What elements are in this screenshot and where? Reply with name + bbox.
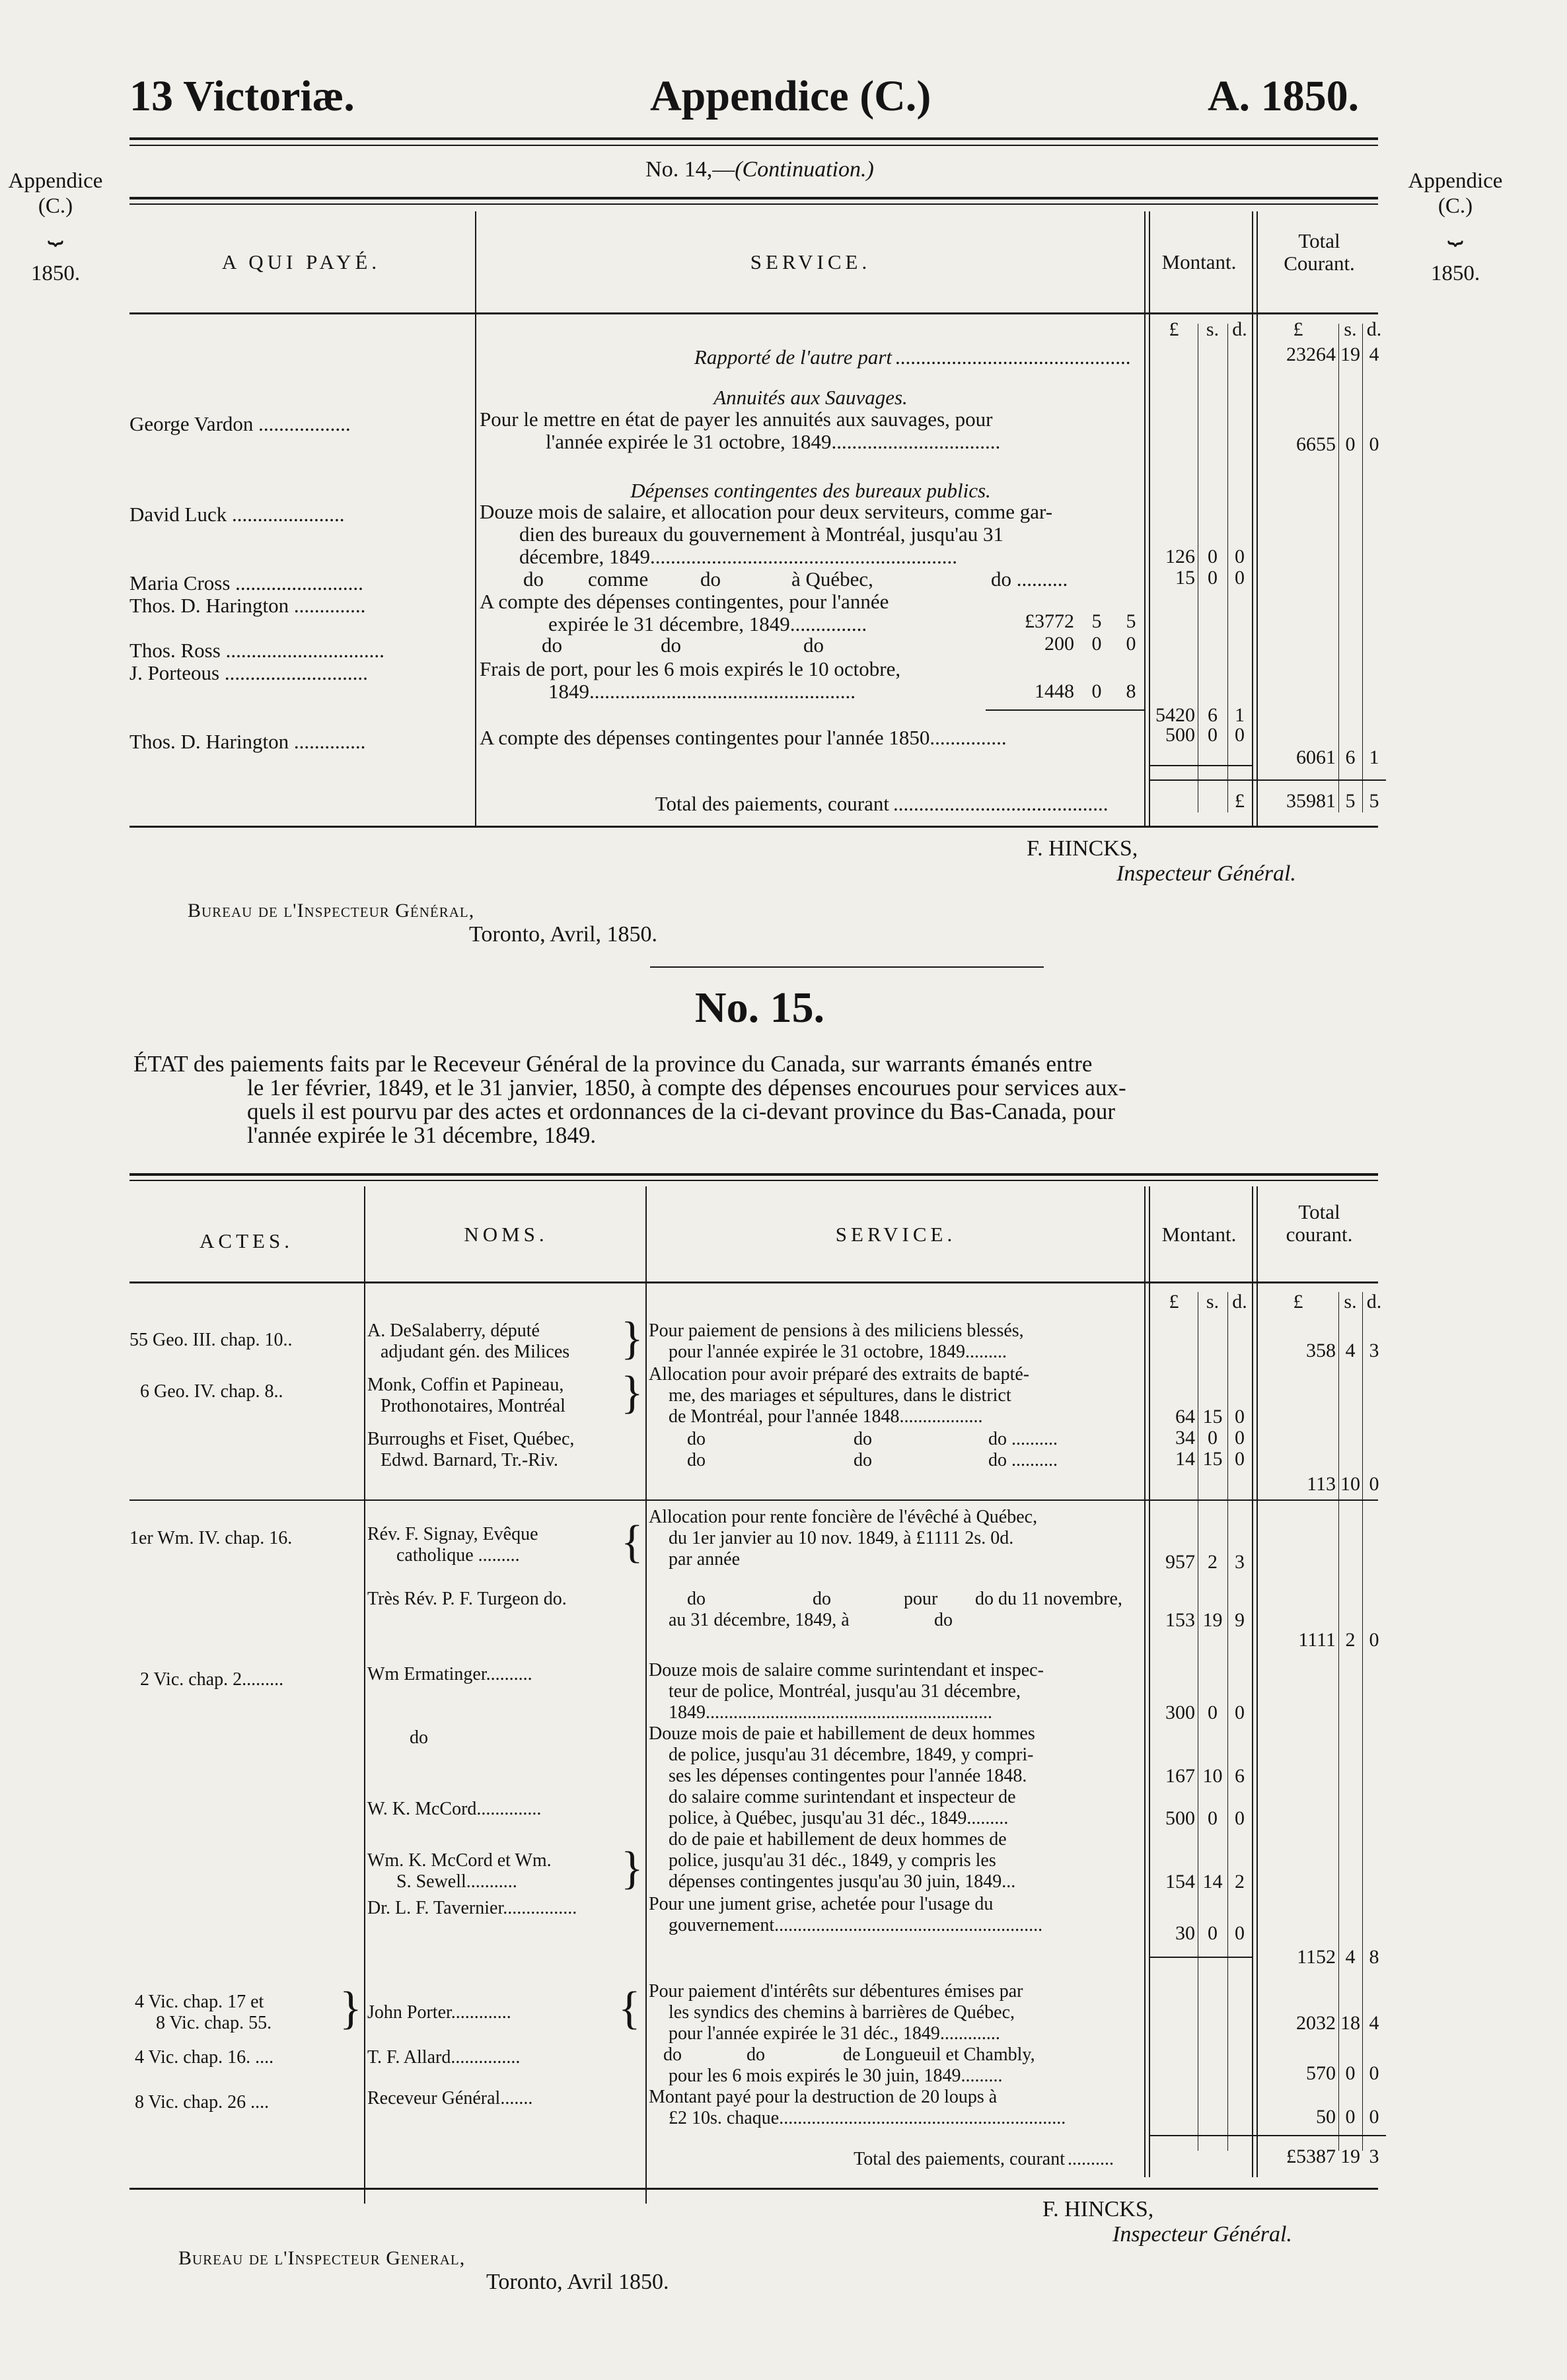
t15-r5-s3: par année: [669, 1549, 741, 1569]
t15-r4-sc: do ..........: [988, 1450, 1058, 1470]
t15-col-noms: NOMS.: [464, 1223, 548, 1246]
t15-r3-sa: do: [687, 1429, 706, 1449]
t15-r3-d: 0: [1235, 1427, 1245, 1449]
t15-r3-sb: do: [854, 1429, 872, 1449]
t14-luck-d: 0: [1235, 546, 1245, 567]
t14-col-montant: Montant.: [1161, 250, 1237, 273]
t14-v1: [475, 211, 476, 827]
margin-right-c: (C.): [1438, 194, 1473, 218]
t15-v1: [364, 1186, 365, 2204]
sign1-bureau: Bureau de l'Inspecteur Général,: [188, 900, 475, 921]
t14-har1-name: Thos. D. Harington ..............: [129, 594, 366, 617]
t14-top-rule-thin: [129, 203, 1378, 205]
sign2-place: Toronto, Avril 1850.: [486, 2270, 669, 2294]
t14-luck-l2: dien des bureaux du gouvernement à Montréal, jusqu'au 31: [519, 523, 1004, 546]
t15-sub-rule: [1150, 1957, 1252, 1958]
t14-grand-dots: ..........................................: [893, 793, 1109, 815]
t15-r11-td: 8: [1369, 1946, 1379, 1968]
t14-vardon-l2: l'année expirée le 31 octobre, 1849.................................: [546, 430, 1001, 453]
t15-r5-l: 957: [1165, 1551, 1195, 1573]
t15-r2-brace: }: [621, 1367, 643, 1418]
t15-r5-s2: du 1er janvier au 10 nov. 1849, à £1111 2s. 0d.: [669, 1528, 1014, 1548]
t15-r4-td: 0: [1369, 1473, 1379, 1495]
t15-r12-acte2: 8 Vic. chap. 55.: [156, 2013, 272, 2033]
t15-r2-acte: 6 Geo. IV. chap. 8..: [140, 1381, 283, 1402]
t15-r2-s3: de Montréal, pour l'année 1848..................: [669, 1406, 983, 1427]
header-right: A. 1850.: [1208, 72, 1360, 120]
t15-col-montant: Montant.: [1161, 1223, 1237, 1246]
t14-har1-sd: 5: [1126, 610, 1136, 632]
t15-r10-s: 14: [1202, 1871, 1223, 1893]
t15-r12-tl: 2032: [1296, 2012, 1336, 2034]
t15-r13-a: do: [663, 2044, 682, 2065]
t15-head-rule: [129, 1281, 1378, 1283]
t14-porteous-sl: 1448: [1035, 680, 1074, 702]
t14-vardon-l1: Pour le mettre en état de payer les annuités aux sauvages, pour: [480, 408, 993, 431]
t14-luck-name: David Luck ......................: [129, 503, 345, 526]
margin-left-year: 1850.: [30, 262, 81, 285]
t15-r10-brace: }: [621, 1843, 643, 1894]
t15-col-total: Total courant.: [1286, 1200, 1353, 1246]
t15-r8-nom: do: [410, 1727, 428, 1748]
no15-desc-3: quels il est pourvu par des actes et ordonnances de la ci-devant province du Bas-Canada, pour: [247, 1099, 1116, 1124]
t15-r12-brace-a: }: [340, 1983, 362, 2034]
t15-r3-s: 0: [1208, 1427, 1218, 1449]
t14-har1-ss: 5: [1091, 610, 1102, 632]
header-center: Appendice (C.): [650, 72, 931, 120]
t15-r5-nom1: Rév. F. Signay, Evêque: [367, 1524, 538, 1544]
t15-r7-s: 0: [1208, 1702, 1218, 1723]
t15-r8-s1: Douze mois de paie et habillement de deux hommes: [649, 1723, 1035, 1744]
sign1-title: Inspecteur Général.: [1116, 861, 1296, 886]
t15-bottom-rule: [129, 2188, 1378, 2190]
t14-ross-c: do: [803, 633, 824, 657]
t14-cross-s: 0: [1208, 567, 1218, 589]
t14-har2-d: 0: [1235, 724, 1245, 746]
t14-har2-name: Thos. D. Harington ..............: [129, 730, 366, 753]
t15-r4-sa: do: [687, 1450, 706, 1470]
t14-sec2-d: 1: [1369, 746, 1379, 768]
margin-left-brace: ⏟: [48, 215, 63, 244]
t15-r6-c: pour: [904, 1589, 938, 1609]
sign2-title: Inspecteur Général.: [1112, 2222, 1292, 2247]
no15-desc-4: l'année expirée le 31 décembre, 1849.: [247, 1122, 597, 1148]
t14-ross-ss: 0: [1091, 633, 1102, 655]
t15-r12-s3: pour l'année expirée le 31 déc., 1849.............: [669, 2023, 1000, 2044]
sign2-name: F. HINCKS,: [1042, 2197, 1154, 2221]
t15-r4-s: 15: [1202, 1448, 1223, 1470]
t15-r2-nom2: Prothonotaires, Montréal: [381, 1396, 565, 1416]
header-rule: [129, 137, 1378, 140]
t14-cur-l2: £: [1293, 318, 1303, 340]
t15-r1-ts: 4: [1345, 1340, 1356, 1361]
t14-har2-l: 500: [1165, 724, 1195, 746]
t15-r3-sc: do ..........: [988, 1429, 1058, 1449]
t14-carried-dots: ..............................................: [895, 346, 1131, 369]
t15-r9-l: 500: [1165, 1807, 1195, 1829]
t15-r12-acte1: 4 Vic. chap. 17 et: [135, 1992, 264, 2012]
t15-r3-nom: Burroughs et Fiset, Québec,: [367, 1429, 575, 1449]
t15-r13-td: 0: [1369, 2062, 1379, 2084]
t14-porteous-name: J. Porteous ............................: [129, 661, 368, 684]
t14-cross-b: comme: [588, 567, 649, 591]
t15-r12-s2: les syndics des chemins à barrières de Québec,: [669, 2002, 1015, 2023]
t14-ross-sd: 0: [1126, 633, 1136, 655]
t15-r7-d: 0: [1235, 1702, 1245, 1723]
margin-right-brace: ⏟: [1447, 215, 1463, 244]
t15-r14-nom: Receveur Général.......: [367, 2088, 533, 2109]
t14-vardon-d: 0: [1369, 433, 1379, 455]
t15-r1-nom2: adjudant gén. des Milices: [381, 1342, 570, 1362]
margin-left-c: (C.): [38, 194, 73, 218]
t15-grand-d: 3: [1369, 2146, 1379, 2167]
t15-r1-s2: pour l'année expirée le 31 octobre, 1849.........: [669, 1342, 1007, 1362]
t14-cross-c: do: [700, 567, 721, 591]
t15-grand-label: Total des paiements, courant: [854, 2149, 1065, 2169]
t15-r6-l: 153: [1165, 1609, 1195, 1631]
t15-r2-d: 0: [1235, 1406, 1245, 1427]
t15-r12-brace-b: {: [618, 1983, 641, 2034]
header-left: 13 Victoriæ.: [129, 72, 355, 120]
t14-sum-d: 1: [1235, 704, 1245, 726]
t14-luck-l3: décembre, 1849............................................................: [519, 545, 957, 568]
t15-r8-s3: ses les dépenses contingentes pour l'année 1848.: [669, 1766, 1027, 1786]
t15-grand-l: £5387: [1286, 2146, 1336, 2167]
t15-r14-s1: Montant payé pour la destruction de 20 loups à: [649, 2087, 998, 2107]
t15-r7-s1: Douze mois de salaire comme surintendant et inspec-: [649, 1660, 1044, 1680]
t14-porteous-sd: 8: [1126, 680, 1136, 702]
margin-right-appendice: Appendice: [1408, 169, 1503, 193]
t15-r14-s2: £2 10s. chaque..............................................................: [669, 2108, 1066, 2128]
t14-vardon-l: 6655: [1296, 433, 1336, 455]
t15-r13-s2: pour les 6 mois expirés le 30 juin, 1849.........: [669, 2066, 1003, 2086]
t14-luck-s: 0: [1208, 546, 1218, 567]
t15-r1-brace: }: [621, 1313, 643, 1364]
t14-grand-d: 5: [1369, 790, 1379, 812]
t15-r11-tl: 1152: [1297, 1946, 1336, 1968]
t14-carried-s: 19: [1340, 343, 1360, 365]
t15-r6-nom: Très Rév. P. F. Turgeon do.: [367, 1589, 567, 1609]
t15-r10-nom2: S. Sewell...........: [396, 1871, 517, 1892]
t14-cur-l: £: [1169, 318, 1179, 340]
t14-sub-rule: [986, 709, 1144, 711]
t15-r13-nom: T. F. Allard...............: [367, 2047, 521, 2068]
t15-r2-s1: Allocation pour avoir préparé des extraits de bapté-: [649, 1364, 1030, 1385]
t15-r8-d: 6: [1235, 1765, 1245, 1787]
t15-r11-l: 30: [1175, 1922, 1195, 1944]
t15-row-rule-1: [129, 1499, 1378, 1501]
t14-v7: [1362, 324, 1363, 812]
t14-luck-l1: Douze mois de salaire, et allocation pour deux serviteurs, comme gar-: [480, 500, 1053, 523]
t15-r12-td: 4: [1369, 2012, 1379, 2034]
t15-r5-nom2: catholique .........: [396, 1545, 520, 1566]
t15-r1-s1: Pour paiement de pensions à des miliciens blessés,: [649, 1320, 1024, 1341]
margin-right-year: 1850.: [1430, 262, 1480, 285]
t14-grand-l: 35981: [1286, 790, 1336, 812]
t15-r5-s1: Allocation pour rente foncière de l'évêché à Québec,: [649, 1507, 1038, 1527]
t14-cross-e: do ..........: [991, 567, 1068, 591]
header-rule-thin: [129, 145, 1378, 146]
t15-r4-sb: do: [854, 1450, 872, 1470]
t15-col-service: SERVICE.: [835, 1223, 957, 1246]
t14-ross-a: do: [542, 633, 562, 657]
t15-r6-d: do du 11 novembre,: [975, 1589, 1122, 1609]
t15-r1-acte: 55 Geo. III. chap. 10..: [129, 1330, 293, 1350]
t15-r7-l: 300: [1165, 1702, 1195, 1723]
t14-porteous-l2: 1849....................................................: [548, 680, 856, 703]
t15-r14-td: 0: [1369, 2106, 1379, 2128]
t15-r7-acte: 2 Vic. chap. 2.........: [140, 1669, 284, 1690]
t14-v5a: [1252, 211, 1253, 827]
t15-r5-d: 3: [1235, 1551, 1245, 1573]
t15-v6a: [1252, 1186, 1253, 2177]
t15-cur-l2: £: [1293, 1291, 1303, 1313]
t15-total-rule: [1150, 2135, 1386, 2136]
t15-r6-b: do: [813, 1589, 831, 1609]
t15-r4-nom: Edwd. Barnard, Tr.-Riv.: [381, 1450, 558, 1470]
t15-r6-f: do: [934, 1610, 953, 1630]
t15-cur-l: £: [1169, 1291, 1179, 1313]
t14-v5b: [1257, 211, 1258, 827]
t14-grand-label: Total des paiements, courant: [655, 792, 889, 815]
section-divider: [650, 966, 1044, 968]
t14-ross-b: do: [661, 633, 681, 657]
t14-luck-l: 126: [1165, 546, 1195, 567]
t15-r13-b: do: [747, 2044, 765, 2065]
no15-desc-1: ÉTAT des paiements faits par le Receveur Général de la province du Canada, sur warrants émanés entre: [133, 1051, 1093, 1077]
t14-total-rule: [1150, 779, 1386, 781]
t15-r14-acte: 8 Vic. chap. 26 ....: [135, 2092, 270, 2112]
t15-r6-tl: 1111: [1298, 1629, 1336, 1651]
t15-r6-td: 0: [1369, 1629, 1379, 1651]
t15-v3b: [1149, 1186, 1150, 2177]
t14-top-rule: [129, 197, 1378, 199]
t14-har2-l1: A compte des dépenses contingentes pour l'année 1850...............: [480, 726, 1007, 749]
t15-r14-ts: 0: [1345, 2106, 1356, 2128]
t15-r12-s1: Pour paiement d'intérêts sur débentures émises par: [649, 1981, 1023, 2001]
t14-col-service: SERVICE.: [750, 250, 871, 273]
t15-r9-nom: W. K. McCord..............: [367, 1799, 542, 1819]
t14-vardon-name: George Vardon ..................: [129, 412, 351, 435]
t14-grand-s: 5: [1345, 790, 1356, 812]
t14-cross-d: 0: [1235, 567, 1245, 589]
t15-r9-d: 0: [1235, 1807, 1245, 1829]
t15-v3a: [1144, 1186, 1146, 2177]
t15-r11-ts: 4: [1345, 1946, 1356, 1968]
t14-porteous-l1: Frais de port, pour les 6 mois expirés le 10 octobre,: [480, 657, 901, 680]
t14-carried-d: 4: [1369, 343, 1379, 365]
t14-cur-s: s.: [1206, 318, 1220, 340]
t14-cross-d: à Québec,: [791, 567, 873, 591]
t15-r9-s: 0: [1208, 1807, 1218, 1829]
t15-r6-d2: 9: [1235, 1609, 1245, 1631]
t14-cur-d2: d.: [1366, 318, 1382, 340]
t15-r12-ts: 18: [1340, 2012, 1360, 2034]
t14-v6: [1338, 324, 1339, 812]
t15-r6-s: 19: [1202, 1609, 1223, 1631]
t15-r3-l: 34: [1175, 1427, 1195, 1449]
t14-amt-rule: [1150, 765, 1252, 766]
t15-r4-tl: 113: [1307, 1473, 1336, 1495]
t14-ross-name: Thos. Ross ...............................: [129, 639, 384, 662]
t14-ross-sl: 200: [1044, 633, 1074, 655]
t15-r13-ts: 0: [1345, 2062, 1356, 2084]
t15-r8-s2: de police, jusqu'au 31 décembre, 1849, y compri-: [669, 1745, 1034, 1765]
t14-vardon-s: 0: [1345, 433, 1356, 455]
t14-har1-sl: £3772: [1025, 610, 1074, 632]
t14-col-payee: A QUI PAYÉ.: [221, 250, 381, 273]
t15-r5-s: 2: [1208, 1551, 1218, 1573]
t15-r10-s3: dépenses contingentes jusqu'au 30 juin, 1849...: [669, 1871, 1016, 1892]
t15-r9-s1: do salaire comme surintendant et inspecteur de: [669, 1787, 1016, 1807]
t15-r10-l: 154: [1165, 1871, 1195, 1893]
t14-sec2-s: 6: [1345, 746, 1356, 768]
t14-har1-l2: expirée le 31 décembre, 1849...............: [548, 612, 867, 635]
t15-r11-nom: Dr. L. F. Tavernier................: [367, 1898, 577, 1918]
t14-sec1: Annuités aux Sauvages.: [713, 386, 908, 409]
t15-grand-dots: ..........: [1068, 2149, 1114, 2169]
t14-har1-l1: A compte des dépenses contingentes, pour l'année: [480, 590, 889, 613]
sign2-bureau: Bureau de l'Inspecteur General,: [178, 2247, 466, 2269]
t14-har2-s: 0: [1208, 724, 1218, 746]
t14-v2a: [1144, 211, 1146, 827]
t15-top-rule-thin: [129, 1180, 1378, 1181]
t14-cross-name: Maria Cross .........................: [129, 571, 363, 595]
t14-cross-a: do: [523, 567, 544, 591]
t14-sec2-l: 6061: [1296, 746, 1336, 768]
t15-r4-l: 14: [1175, 1448, 1195, 1470]
t14-bottom-rule: [129, 826, 1378, 828]
t14-head-rule: [129, 312, 1378, 314]
t15-r13-tl: 570: [1306, 2062, 1336, 2084]
t14-col-total: Total Courant.: [1284, 229, 1355, 275]
t15-r10-d: 2: [1235, 1871, 1245, 1893]
t15-r11-s: 0: [1208, 1922, 1218, 1944]
t15-r4-ts: 10: [1340, 1473, 1360, 1495]
t15-cur-s2: s.: [1344, 1291, 1357, 1313]
t14-cross-l: 15: [1175, 567, 1195, 589]
t15-r11-s1: Pour une jument grise, achetée pour l'usage du: [649, 1894, 994, 1914]
table14-caption: No. 14,—(Continuation.): [645, 157, 874, 182]
t15-r2-l: 64: [1175, 1406, 1195, 1427]
t15-r5-brace: {: [621, 1517, 643, 1568]
t15-r13-acte: 4 Vic. chap. 16. ....: [135, 2047, 274, 2068]
t14-carried-l: 23264: [1286, 343, 1336, 365]
t15-r7-nom: Wm Ermatinger..........: [367, 1664, 532, 1684]
no15-title: No. 15.: [694, 984, 825, 1032]
t14-sum-l: 5420: [1155, 704, 1195, 726]
t15-r4-d: 0: [1235, 1448, 1245, 1470]
t15-r6-a: do: [687, 1589, 706, 1609]
t15-r2-nom1: Monk, Coffin et Papineau,: [367, 1375, 564, 1395]
t14-carried-label: Rapporté de l'autre part: [694, 345, 892, 369]
t15-grand-s: 19: [1340, 2146, 1360, 2167]
t15-r11-d: 0: [1235, 1922, 1245, 1944]
t15-r10-s1: do de paie et habillement de deux hommes de: [669, 1829, 1007, 1850]
t15-r2-s2: me, des mariages et sépultures, dans le district: [669, 1385, 1011, 1406]
t15-top-rule: [129, 1173, 1378, 1176]
t14-cur-d: d.: [1232, 318, 1247, 340]
t14-sum-s: 6: [1208, 704, 1218, 726]
t15-r10-s2: police, jusqu'au 31 déc., 1849, y compris les: [669, 1850, 996, 1871]
t15-r6-ts: 2: [1345, 1629, 1356, 1651]
t15-r8-l: 167: [1165, 1765, 1195, 1787]
no15-desc-2: le 1er février, 1849, et le 31 janvier, 1850, à compte des dépenses encourues pour services aux-: [247, 1075, 1126, 1100]
t14-porteous-ss: 0: [1091, 680, 1102, 702]
t14-sec2: Dépenses contingentes des bureaux publics.: [630, 479, 991, 502]
t15-r8-s: 10: [1202, 1765, 1223, 1787]
t15-r11-s2: gouvernement..........................................................: [669, 1915, 1043, 1935]
t15-r13-c: de Longueuil et Chambly,: [843, 2044, 1035, 2065]
t15-r1-td: 3: [1369, 1340, 1379, 1361]
t15-r5-acte: 1er Wm. IV. chap. 16.: [129, 1528, 293, 1548]
t15-v2: [645, 1186, 647, 2204]
t15-cur-d: d.: [1232, 1291, 1247, 1313]
t15-r7-s2: teur de police, Montréal, jusqu'au 31 décembre,: [669, 1681, 1021, 1702]
t15-r10-nom1: Wm. K. McCord et Wm.: [367, 1850, 552, 1871]
t15-r1-tl: 358: [1306, 1340, 1336, 1361]
t15-r12-nom: John Porter.............: [367, 2002, 511, 2023]
t14-grand-cur: £: [1235, 790, 1245, 812]
t15-cur-s: s.: [1206, 1291, 1220, 1313]
t15-cur-d2: d.: [1366, 1291, 1382, 1313]
t15-r6-e: au 31 décembre, 1849, à: [669, 1610, 850, 1630]
t14-cur-s2: s.: [1344, 318, 1357, 340]
sign1-name: F. HINCKS,: [1027, 836, 1138, 861]
t15-col-actes: ACTES.: [200, 1229, 293, 1252]
t15-r2-s: 15: [1202, 1406, 1223, 1427]
sign1-place: Toronto, Avril, 1850.: [469, 922, 658, 947]
t15-r7-s3: 1849..............................................................: [669, 1702, 992, 1723]
t15-r1-nom1: A. DeSalaberry, député: [367, 1320, 540, 1341]
margin-left-appendice: Appendice: [8, 169, 103, 193]
t15-r9-s2: police, à Québec, jusqu'au 31 déc., 1849.........: [669, 1808, 1009, 1828]
t15-r14-tl: 50: [1316, 2106, 1336, 2128]
